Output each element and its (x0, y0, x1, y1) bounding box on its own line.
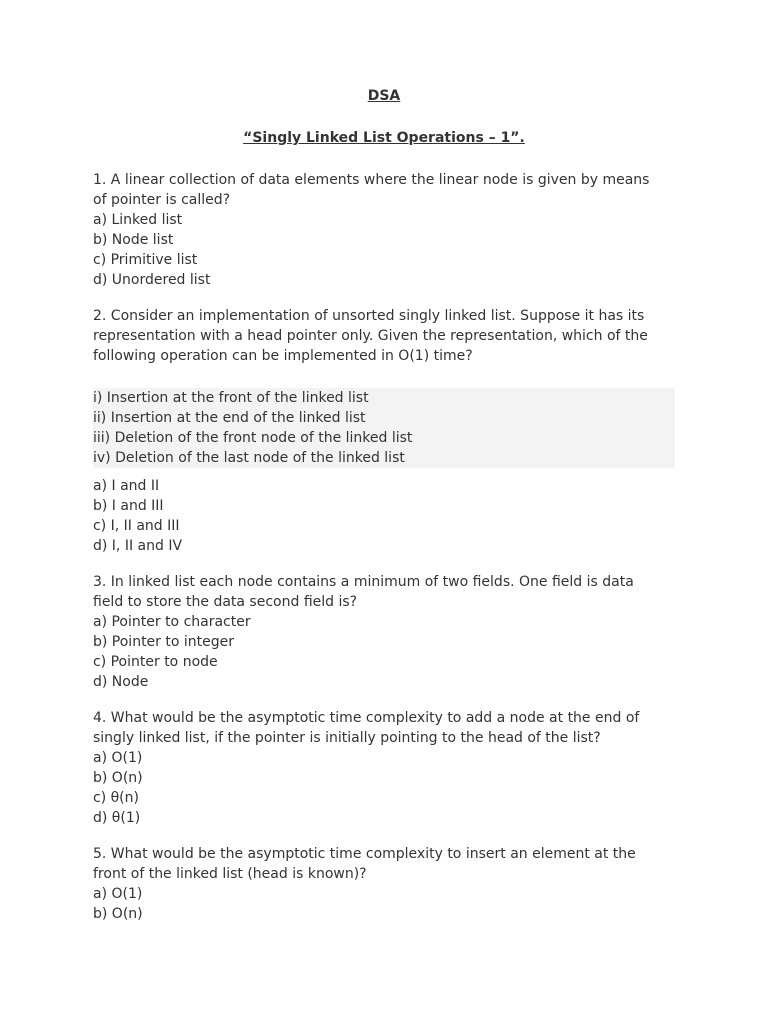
question-2-statement-iii: iii) Deletion of the front node of the linked list (93, 430, 413, 446)
document-title: DSA (367, 88, 401, 104)
question-2-stem-line-1: 2. Consider an implementation of unsorted singly linked list. Suppose it has its (93, 308, 645, 324)
question-4-option-a: a) O(1) (93, 750, 143, 766)
question-5-option-b: b) O(n) (93, 906, 143, 922)
question-2-option-a: a) I and II (93, 478, 160, 494)
question-5 (93, 844, 675, 924)
question-3-option-d: d) Node (93, 674, 149, 690)
question-2 (93, 306, 675, 366)
question-3-option-a: a) Pointer to character (93, 614, 251, 630)
question-1-stem-line-2: of pointer is called? (93, 192, 231, 208)
question-2-option-c: c) I, II and III (93, 518, 180, 534)
question-2-stem-line-3: following operation can be implemented in O(1) time? (93, 348, 473, 364)
document-page (93, 86, 675, 924)
question-2-stem-line-2: representation with a head pointer only. Given the representation, which of the (93, 328, 648, 344)
question-4-option-d: d) θ(1) (93, 810, 141, 826)
question-5-option-a: a) O(1) (93, 886, 143, 902)
question-1 (93, 170, 675, 290)
question-5-stem-line-1: 5. What would be the asymptotic time complexity to insert an element at the (93, 846, 636, 862)
question-4 (93, 708, 675, 828)
question-1-option-a: a) Linked list (93, 212, 183, 228)
question-1-option-b: b) Node list (93, 232, 174, 248)
question-3-stem-line-2: field to store the data second field is? (93, 594, 358, 610)
question-2-statement-iv: iv) Deletion of the last node of the linked list (93, 450, 405, 466)
question-2-option-d: d) I, II and IV (93, 538, 183, 554)
question-2-statement-i: i) Insertion at the front of the linked list (93, 390, 369, 406)
question-1-stem-line-1: 1. A linear collection of data elements where the linear node is given by means (93, 172, 650, 188)
question-3-option-c: c) Pointer to node (93, 654, 218, 670)
question-4-option-c: c) θ(n) (93, 790, 139, 806)
question-1-option-c: c) Primitive list (93, 252, 198, 268)
question-3 (93, 572, 675, 692)
question-4-stem-line-2: singly linked list, if the pointer is initially pointing to the head of the list? (93, 730, 601, 746)
question-1-option-d: d) Unordered list (93, 272, 211, 288)
question-3-option-b: b) Pointer to integer (93, 634, 235, 650)
question-2-option-b: b) I and III (93, 498, 164, 514)
question-3-stem-line-1: 3. In linked list each node contains a minimum of two fields. One field is data (93, 574, 634, 590)
question-2-statement-box (93, 388, 675, 468)
question-5-stem-line-2: front of the linked list (head is known)? (93, 866, 367, 882)
question-4-option-b: b) O(n) (93, 770, 143, 786)
question-2-statement-ii: ii) Insertion at the end of the linked list (93, 410, 366, 426)
question-2-options (93, 476, 675, 556)
question-4-stem-line-1: 4. What would be the asymptotic time complexity to add a node at the end of (93, 710, 640, 726)
document-subtitle: “Singly Linked List Operations – 1”. (243, 130, 525, 146)
